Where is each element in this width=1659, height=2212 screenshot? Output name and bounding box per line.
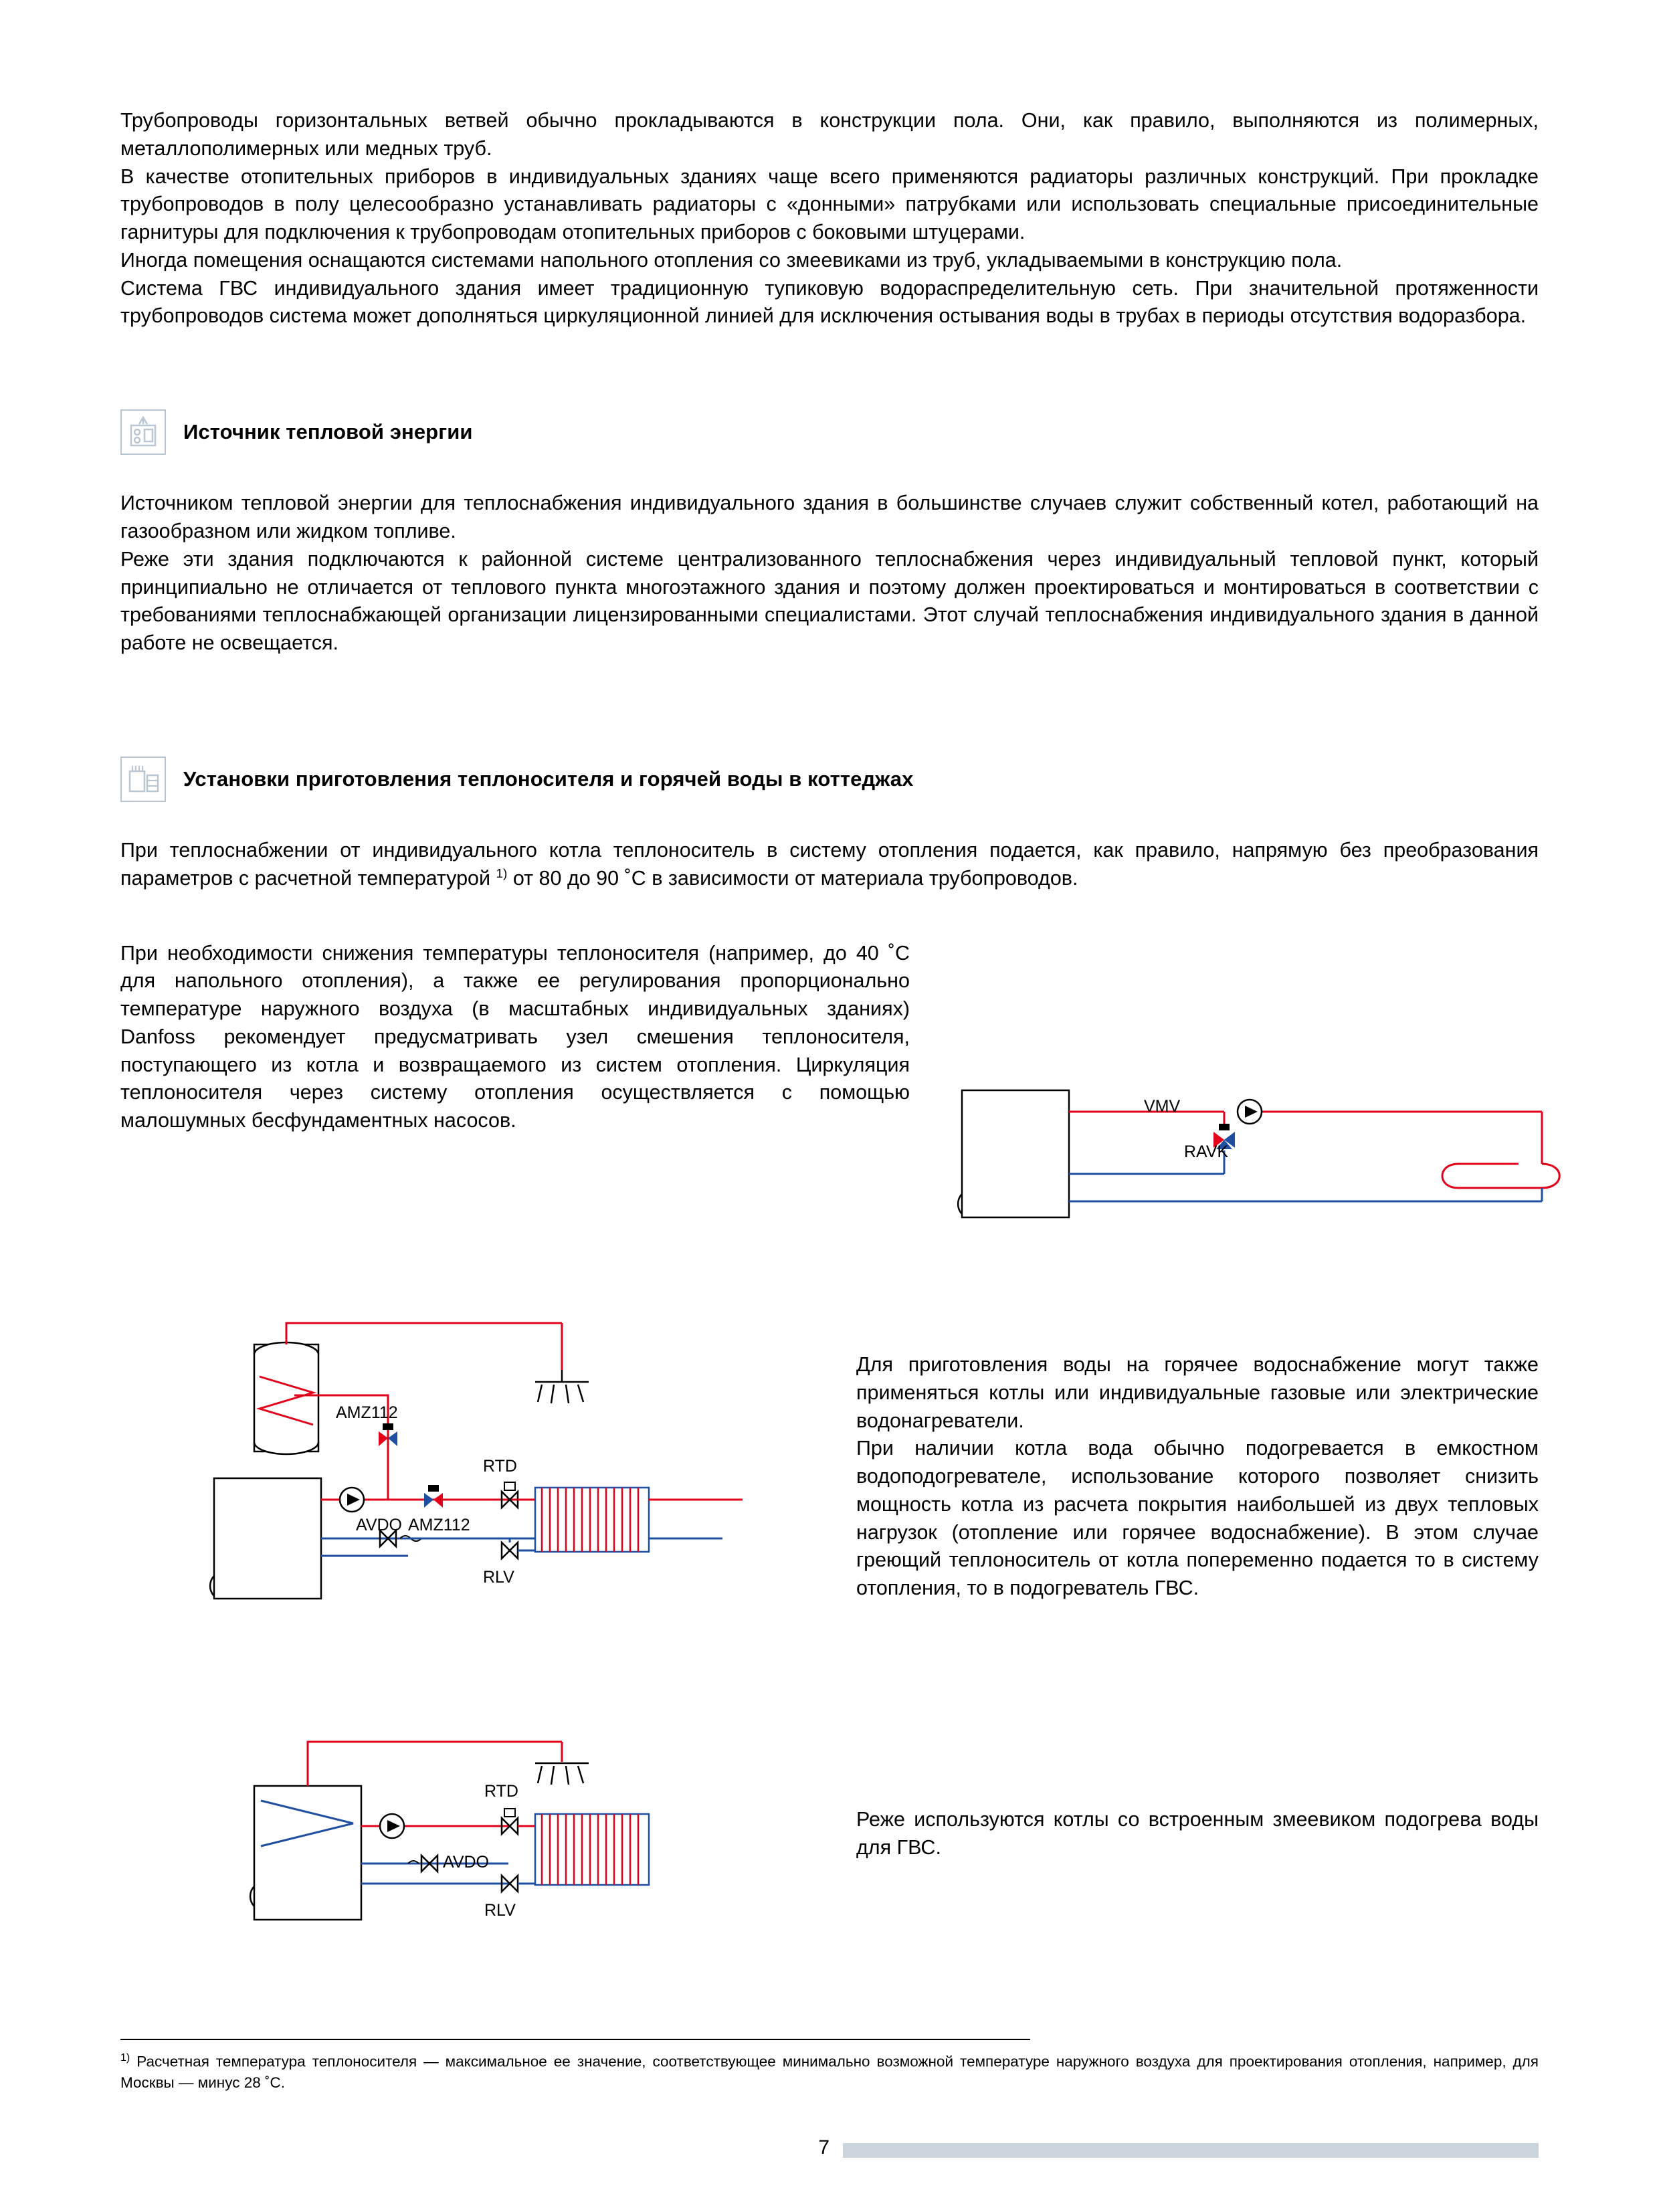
section-heading-heat-plant — [120, 757, 1539, 802]
footnote-text: Расчетная температура теплоносителя — максимальное ее значение, соответствующее минимально возможной температуре наружного воздуха для проектирования отопления, например, для Москвы — минус 28 ˚С. — [120, 2053, 1539, 2092]
section2-intro — [120, 837, 1539, 893]
figure-label-rtd: RTD — [484, 1782, 518, 1801]
page-number: 7 — [818, 2136, 830, 2158]
right-text-block-2 — [856, 1806, 1539, 1862]
paragraph: Система ГВС индивидуального здания имеет традиционную тупиковую водораспределительную сеть. При значительной протяженности трубопроводов система может дополняться циркуляционной линией для исключения остывания воды в трубах в периоды отсутствия водоразбора. — [120, 276, 1539, 328]
paragraph: При наличии котла вода обычно подогревается в емкостном водоподогревателе, использование которого позволяет снизить мощность котла из расчета покрытия наибольшей из двух тепловых нагрузок (отопление или горячее водоснабжение). В этом случае греющий теплоноситель от котла попеременно подается то в систему отопления, то в подогреватель ГВС. — [856, 1437, 1539, 1600]
section-heading-heat-source — [120, 409, 1539, 455]
figure-label-rtd: RTD — [483, 1457, 517, 1476]
footnote-divider — [120, 2039, 1030, 2040]
intro-after: от 80 до 90 ˚С в зависимости от материала трубопроводов. — [507, 866, 1078, 890]
footnote-ref: 1) — [496, 866, 508, 881]
figure-label-vmv: VMV — [1144, 1097, 1181, 1116]
footnote — [120, 2051, 1539, 2094]
section1-paragraphs — [120, 490, 1539, 658]
paragraph: При необходимости снижения температуры теплоносителя (например, до 40 ˚С для напольного отопления), а также ее регулирования пропорционально температуре наружного воздуха (в масштабных индивидуальных зданиях) Danfoss рекомендует предусматривать узел смешения теплоносителя, поступающего из котла и возвращаемого из систем отопления. Циркуляция теплоносителя через систему отопления осуществляется с помощью малошумных бесфундаментных насосов. — [120, 941, 910, 1132]
intro-paragraphs — [120, 107, 1539, 330]
section-title: Установки приготовления теплоносителя и горячей воды в коттеджах — [183, 767, 914, 791]
page-content — [120, 107, 1539, 1135]
paragraph: Источником тепловой энергии для теплоснабжения индивидуального здания в большинстве случаев служит собственный котел, работающий на газообразном или жидком топливе. — [120, 492, 1539, 543]
figure-mixing-node — [937, 1070, 1579, 1237]
figure-boiler-builtin-coil — [187, 1726, 937, 1953]
footer-bar — [843, 2143, 1539, 2158]
figure-label-avdo: AVDO — [443, 1853, 489, 1872]
paragraph: В качестве отопительных приборов в индивидуальных зданиях чаще всего применяются радиаторы различных конструкций. При прокладке трубопроводов в полу целесообразно устанавливать радиаторы с «донными» патрубками или использовать специальные присоединительные гарнитуры для подключения к трубопроводам отопительных приборов с боковыми штуцерами. — [120, 165, 1539, 244]
paragraph — [120, 837, 1539, 893]
heat-source-icon — [120, 409, 166, 455]
figure-label-ravk: RAVK — [1184, 1142, 1229, 1161]
paragraph: Реже эти здания подключаются к районной системе централизованного теплоснабжения через индивидуальный тепловой пункт, который принципиально не отличается от теплового пункта многоэтажного здания и поэтому должен проектироваться и монтироваться в соответствии с требованиями теплоснабжающей организации лицензированными специалистами. Этот случай теплоснабжения индивидуального здания в данной работе не освещается. — [120, 547, 1539, 655]
figure-label-rlv: RLV — [483, 1568, 514, 1587]
figure-label-avdo: AVDO — [356, 1516, 402, 1534]
paragraph: Реже используются котлы со встроенным змеевиком подогрева воды для ГВС. — [856, 1808, 1539, 1859]
section-title: Источник тепловой энергии — [183, 420, 473, 444]
footnote-marker: 1) — [120, 2052, 130, 2064]
figure-label-amz112-bottom: AMZ112 — [408, 1516, 470, 1534]
paragraph: Для приготовления воды на горячее водоснабжение могут также применяться котлы или индивидуальные газовые или электрические водонагреватели. — [856, 1353, 1539, 1432]
paragraph: Иногда помещения оснащаются системами напольного отопления со змеевиками из труб, укладываемыми в конструкцию пола. — [120, 248, 1343, 272]
intro-before: При теплоснабжении от индивидуального котла теплоноситель в систему отопления подается, как правило, напрямую без преобразования параметров с расчетной температурой — [120, 838, 1539, 890]
paragraph: Трубопроводы горизонтальных ветвей обычно прокладываются в конструкции пола. Они, как правило, выполняются из полимерных, металлополимерных или медных труб. — [120, 109, 1539, 160]
figure-boiler-with-tank — [187, 1318, 937, 1652]
mixing-unit-text — [120, 940, 910, 1135]
heat-plant-icon — [120, 757, 166, 802]
figure-label-rlv: RLV — [484, 1901, 516, 1920]
figure-label-amz112-top: AMZ112 — [336, 1403, 398, 1422]
right-text-block-1 — [856, 1351, 1539, 1603]
